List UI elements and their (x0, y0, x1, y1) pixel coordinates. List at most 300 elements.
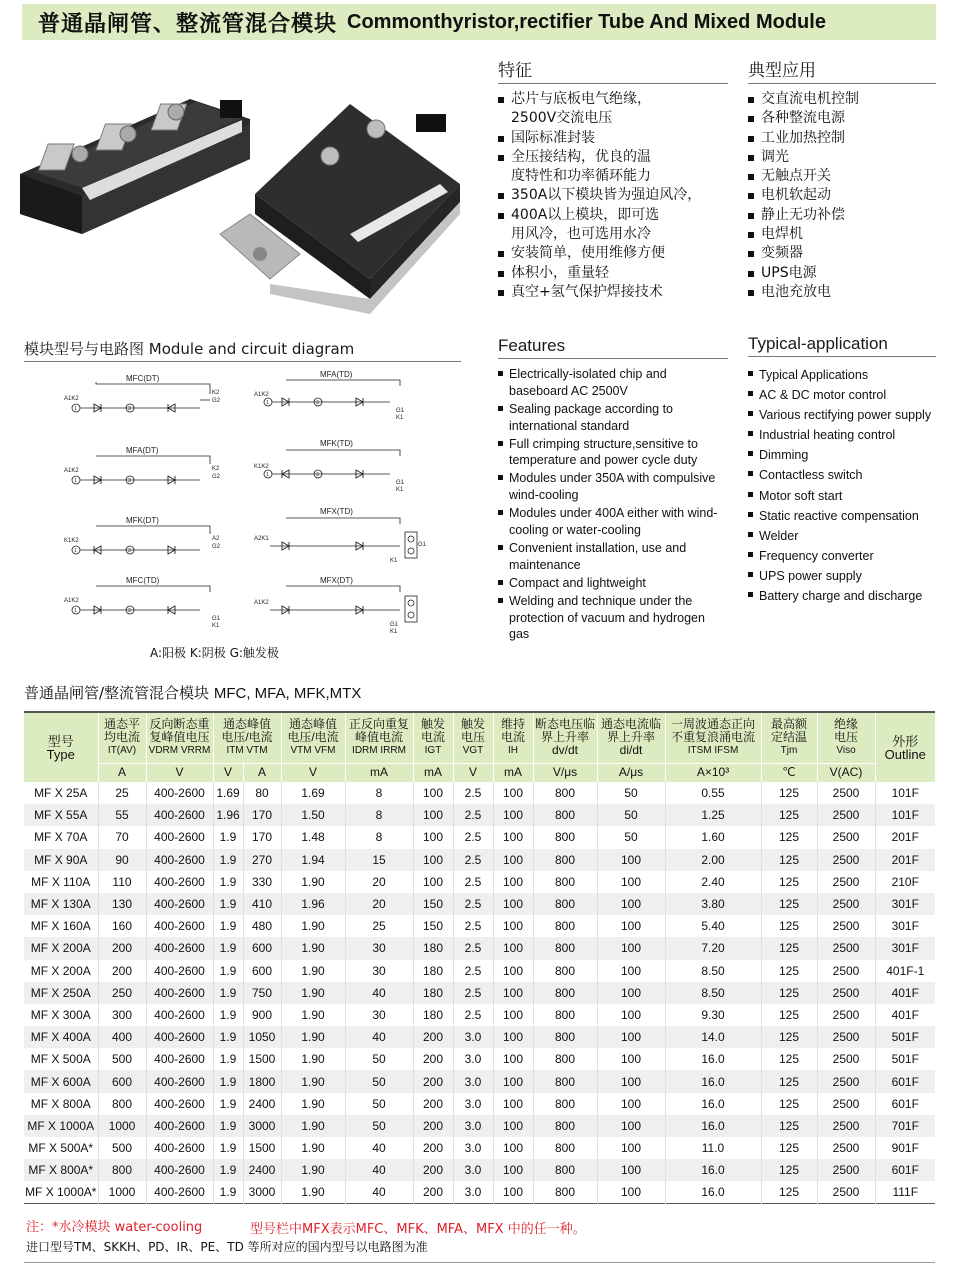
value-cell: 1.9 (213, 1048, 243, 1070)
value-cell: 2500 (817, 1093, 875, 1115)
value-cell: 16.0 (665, 1048, 761, 1070)
value-cell: 101F (875, 804, 935, 826)
value-cell: 400-2600 (146, 849, 213, 871)
features-en-item: Modules under 400A either with wind-cooling or water-cooling (498, 505, 720, 538)
value-cell: 201F (875, 849, 935, 871)
value-cell: 800 (533, 849, 597, 871)
value-cell: 800 (98, 1159, 146, 1181)
table-row (24, 915, 935, 937)
applications-en-item: Industrial heating control (748, 426, 938, 445)
spec-table (24, 711, 935, 1204)
value-cell: 200 (413, 1048, 453, 1070)
unit-cell: mA (345, 763, 413, 782)
table-row (24, 960, 935, 982)
table-row (24, 1026, 935, 1048)
value-cell: 11.0 (665, 1137, 761, 1159)
svg-text:3: 3 (128, 406, 131, 412)
value-cell: 1.90 (281, 1070, 345, 1092)
value-cell: 160 (98, 915, 146, 937)
value-cell: 3.80 (665, 893, 761, 915)
unit-cell: V (453, 763, 493, 782)
value-cell: 330 (243, 871, 281, 893)
value-cell: 400 (98, 1026, 146, 1048)
features-en-item: Convenient installation, use and maintenance (498, 540, 720, 573)
value-cell: 301F (875, 937, 935, 959)
circuit-terminal: G1 (212, 616, 221, 622)
value-cell: 8 (345, 804, 413, 826)
model-cell: MF X 70A (24, 826, 98, 848)
value-cell: 701F (875, 1115, 935, 1137)
features-cn-line: 安装简单，使用维修方便 (498, 244, 728, 263)
value-cell: 1.96 (281, 893, 345, 915)
col-header-vtm: 通态峰值 电压/电流 VTM VFM (281, 712, 345, 763)
value-cell: 400-2600 (146, 1070, 213, 1092)
value-cell: 250 (98, 982, 146, 1004)
value-cell: 180 (413, 1004, 453, 1026)
value-cell: 100 (493, 915, 533, 937)
table-title (24, 682, 361, 703)
value-cell: 2400 (243, 1159, 281, 1181)
value-cell: 1050 (243, 1026, 281, 1048)
value-cell: 125 (761, 782, 817, 804)
value-cell: 480 (243, 915, 281, 937)
model-cell: MF X 25A (24, 782, 98, 804)
value-cell: 1800 (243, 1070, 281, 1092)
value-cell: 400-2600 (146, 1115, 213, 1137)
table-row (24, 982, 935, 1004)
model-cell: MF X 500A* (24, 1137, 98, 1159)
value-cell: 400-2600 (146, 1048, 213, 1070)
value-cell: 800 (533, 982, 597, 1004)
model-cell: MF X 160A (24, 915, 98, 937)
table-row (24, 1159, 935, 1181)
note-mfx-meaning: 型号栏中MFX表示MFC、MFK、MFA、MFX 中的任一种。 (250, 1222, 586, 1237)
value-cell: 600 (98, 1070, 146, 1092)
features-cn-list (498, 90, 728, 302)
features-cn-line: 度特性和功率循环能力 (511, 168, 651, 185)
value-cell: 8 (345, 826, 413, 848)
table-row (24, 1070, 935, 1092)
value-cell: 400-2600 (146, 937, 213, 959)
circuit-mfk-td (254, 439, 405, 493)
circuit-terminal: K2 (212, 390, 220, 396)
value-cell: 100 (597, 893, 665, 915)
value-cell: 100 (413, 871, 453, 893)
circuit-terminal: K2 (212, 466, 220, 472)
value-cell: 400-2600 (146, 893, 213, 915)
model-cell: MF X 800A (24, 1093, 98, 1115)
value-cell: 100 (413, 782, 453, 804)
value-cell: 600 (243, 960, 281, 982)
value-cell: 2.5 (453, 871, 493, 893)
value-cell: 125 (761, 826, 817, 848)
value-cell: 1.48 (281, 826, 345, 848)
value-cell: 2.00 (665, 849, 761, 871)
model-cell: MF X 600A (24, 1070, 98, 1092)
value-cell: 301F (875, 893, 935, 915)
table-title-cn: 普通晶闸管/整流管混合模块 (24, 684, 210, 702)
applications-en-item: Frequency converter (748, 547, 938, 566)
value-cell: 601F (875, 1159, 935, 1181)
unit-cell: V(AC) (817, 763, 875, 782)
value-cell: 100 (493, 1070, 533, 1092)
value-cell: 100 (597, 1004, 665, 1026)
value-cell: 50 (345, 1048, 413, 1070)
applications-cn-list (748, 90, 936, 302)
value-cell: 30 (345, 1004, 413, 1026)
circuit-label: MFC(DT) (126, 374, 160, 383)
value-cell: 1.9 (213, 982, 243, 1004)
circuit-terminal: A1K2 (64, 598, 79, 604)
value-cell: 400-2600 (146, 782, 213, 804)
value-cell: 1.9 (213, 1159, 243, 1181)
value-cell: 100 (413, 849, 453, 871)
model-cell: MF X 500A (24, 1048, 98, 1070)
circuit-mfc-dt (64, 374, 221, 412)
value-cell: 100 (493, 826, 533, 848)
unit-cell: mA (493, 763, 533, 782)
table-row (24, 782, 935, 804)
value-cell: 8.50 (665, 960, 761, 982)
applications-en-item: Battery charge and discharge (748, 587, 938, 606)
value-cell: 100 (597, 849, 665, 871)
circuit-label: MFX(TD) (320, 507, 353, 516)
value-cell: 1.9 (213, 1137, 243, 1159)
value-cell: 125 (761, 937, 817, 959)
circuit-terminal: G1 (418, 542, 427, 548)
page-title-en: Commonthyristor,rectifier Tube And Mixed Module (347, 10, 826, 33)
value-cell: 14.0 (665, 1026, 761, 1048)
value-cell: 50 (597, 826, 665, 848)
value-cell: 100 (493, 1026, 533, 1048)
value-cell: 100 (493, 1093, 533, 1115)
col-header-igt: 触发 电流 IGT (413, 712, 453, 763)
value-cell: 125 (761, 915, 817, 937)
value-cell: 1.69 (281, 782, 345, 804)
value-cell: 400-2600 (146, 1159, 213, 1181)
note-import-models: 进口型号TM、SKKH、PD、IR、PE、TD 等所对应的国内型号以电路图为准 (26, 1240, 428, 1254)
value-cell: 750 (243, 982, 281, 1004)
circuit-mfa-dt (64, 446, 221, 484)
col-header-itm: 通态峰值 电压/电流 ITM VTM (213, 712, 281, 763)
value-cell: 100 (493, 1159, 533, 1181)
circuit-label: MFX(DT) (320, 576, 353, 585)
col-header-vdrm: 反向断态重 复峰值电压 VDRM VRRM (146, 712, 213, 763)
circuit-terminal: A2K1 (254, 536, 269, 542)
applications-en-item: Welder (748, 527, 938, 546)
value-cell: 200 (413, 1159, 453, 1181)
applications-en-item: AC & DC motor control (748, 386, 938, 405)
value-cell: 2.5 (453, 849, 493, 871)
applications-en-item: Contactless switch (748, 466, 938, 485)
value-cell: 125 (761, 1070, 817, 1092)
value-cell: 1.9 (213, 1004, 243, 1026)
value-cell: 800 (533, 1159, 597, 1181)
value-cell: 400-2600 (146, 1026, 213, 1048)
value-cell: 1.9 (213, 849, 243, 871)
value-cell: 800 (533, 1137, 597, 1159)
table-row (24, 1181, 935, 1203)
circuit-terminal: A1K2 (254, 600, 269, 606)
unit-cell: A×10³ (665, 763, 761, 782)
product-photo (20, 84, 480, 324)
value-cell: 401F (875, 1004, 935, 1026)
value-cell: 1.90 (281, 1181, 345, 1203)
value-cell: 125 (761, 1093, 817, 1115)
value-cell: 800 (533, 960, 597, 982)
value-cell: 130 (98, 893, 146, 915)
value-cell: 40 (345, 1181, 413, 1203)
value-cell: 800 (533, 1115, 597, 1137)
col-header-itsm: 一周波通态正向 不重复浪涌电流 ITSM IFSM (665, 712, 761, 763)
col-header-didt: 通态电流临 界上升率 di/dt (597, 712, 665, 763)
value-cell: 180 (413, 960, 453, 982)
value-cell: 200 (98, 960, 146, 982)
value-cell: 3.0 (453, 1093, 493, 1115)
features-en-item: Modules under 350A with compulsive wind-cooling (498, 470, 720, 503)
value-cell: 1.9 (213, 826, 243, 848)
value-cell: 400-2600 (146, 1137, 213, 1159)
value-cell: 3.0 (453, 1115, 493, 1137)
applications-cn-item: 电池充放电 (748, 283, 936, 302)
value-cell: 16.0 (665, 1093, 761, 1115)
value-cell: 100 (493, 1137, 533, 1159)
circuit-terminal: K1 (390, 629, 398, 635)
value-cell: 3000 (243, 1181, 281, 1203)
unit-cell: ℃ (761, 763, 817, 782)
applications-cn-item: UPS电源 (748, 264, 936, 283)
value-cell: 1.50 (281, 804, 345, 826)
value-cell: 1.9 (213, 893, 243, 915)
value-cell: 800 (533, 804, 597, 826)
unit-cell: A (98, 763, 146, 782)
unit-cell: A (243, 763, 281, 782)
value-cell: 400-2600 (146, 915, 213, 937)
value-cell: 2.5 (453, 804, 493, 826)
value-cell: 1.60 (665, 826, 761, 848)
features-en-item: Sealing package according to international standard (498, 401, 720, 434)
value-cell: 2.40 (665, 871, 761, 893)
value-cell: 5.40 (665, 915, 761, 937)
value-cell: 410 (243, 893, 281, 915)
svg-text:3: 3 (316, 400, 319, 406)
value-cell: 2500 (817, 960, 875, 982)
value-cell: 300 (98, 1004, 146, 1026)
value-cell: 601F (875, 1070, 935, 1092)
applications-en-item: Various rectifying power supply (748, 406, 938, 425)
unit-cell: V (146, 763, 213, 782)
value-cell: 100 (597, 1137, 665, 1159)
col-header-outline: 外形 Outline (875, 712, 935, 782)
value-cell: 3000 (243, 1115, 281, 1137)
model-cell: MF X 400A (24, 1026, 98, 1048)
value-cell: 40 (345, 1137, 413, 1159)
model-cell: MF X 1000A* (24, 1181, 98, 1203)
svg-text:1: 1 (266, 400, 269, 406)
value-cell: 100 (493, 1048, 533, 1070)
circuit-terminal: G1 (396, 480, 405, 486)
value-cell: 800 (533, 1048, 597, 1070)
bottom-divider (24, 1262, 935, 1263)
value-cell: 100 (493, 1181, 533, 1203)
unit-cell: V (213, 763, 243, 782)
table-row (24, 1093, 935, 1115)
value-cell: 30 (345, 937, 413, 959)
circuit-terminal: A2 (212, 536, 220, 542)
features-cn-line: 真空+氢气保护焊接技术 (498, 283, 728, 302)
value-cell: 170 (243, 804, 281, 826)
value-cell: 210F (875, 871, 935, 893)
circuit-mfx-dt (254, 576, 417, 635)
value-cell: 100 (493, 960, 533, 982)
value-cell: 800 (533, 1070, 597, 1092)
value-cell: 50 (345, 1115, 413, 1137)
svg-text:3: 3 (128, 608, 131, 614)
model-cell: MF X 300A (24, 1004, 98, 1026)
value-cell: 2.5 (453, 782, 493, 804)
value-cell: 2.5 (453, 1004, 493, 1026)
page-title-cn: 普通晶闸管、整流管混合模块 (38, 11, 338, 37)
features-cn-line: 国际标准封装 (498, 129, 728, 148)
value-cell: 1.9 (213, 1181, 243, 1203)
value-cell: 1500 (243, 1048, 281, 1070)
value-cell: 200 (413, 1115, 453, 1137)
circuit-terminal: A1K2 (64, 468, 79, 474)
value-cell: 400-2600 (146, 804, 213, 826)
value-cell: 100 (493, 937, 533, 959)
col-header-idrm: 正反向重复 峰值电流 IDRM IRRM (345, 712, 413, 763)
value-cell: 2500 (817, 1070, 875, 1092)
value-cell: 100 (493, 1004, 533, 1026)
value-cell: 125 (761, 1004, 817, 1026)
circuit-terminal: K1K2 (64, 538, 79, 544)
value-cell: 125 (761, 804, 817, 826)
value-cell: 401F (875, 982, 935, 1004)
features-en-item: Electrically-isolated chip and baseboard AC 2500V (498, 366, 720, 399)
circuit-label: MFA(TD) (320, 370, 353, 379)
value-cell: 200 (413, 1093, 453, 1115)
col-header-viso: 绝缘 电压 Viso (817, 712, 875, 763)
value-cell: 800 (533, 826, 597, 848)
value-cell: 1.9 (213, 1115, 243, 1137)
applications-cn-item: 变频器 (748, 244, 936, 263)
value-cell: 501F (875, 1026, 935, 1048)
value-cell: 25 (98, 782, 146, 804)
value-cell: 100 (597, 1115, 665, 1137)
value-cell: 2500 (817, 1159, 875, 1181)
value-cell: 125 (761, 1115, 817, 1137)
circuit-terminal: A1K2 (254, 392, 269, 398)
value-cell: 1.90 (281, 1048, 345, 1070)
value-cell: 2500 (817, 1026, 875, 1048)
value-cell: 1000 (98, 1115, 146, 1137)
value-cell: 401F-1 (875, 960, 935, 982)
value-cell: 100 (493, 849, 533, 871)
model-cell: MF X 55A (24, 804, 98, 826)
svg-text:3: 3 (316, 472, 319, 478)
value-cell: 30 (345, 960, 413, 982)
value-cell: 125 (761, 871, 817, 893)
value-cell: 9.30 (665, 1004, 761, 1026)
features-en-item: Welding and technique under the protection of vacuum and hydrogen gas (498, 593, 720, 643)
value-cell: 301F (875, 915, 935, 937)
model-cell: MF X 110A (24, 871, 98, 893)
value-cell: 3.0 (453, 1070, 493, 1092)
value-cell: 1.9 (213, 1026, 243, 1048)
circuit-heading: 模块型号与电路图 Module and circuit diagram (24, 338, 461, 362)
circuit-mfk-dt (64, 516, 221, 554)
value-cell: 1.69 (213, 782, 243, 804)
module-left-image (20, 99, 250, 234)
value-cell: 270 (243, 849, 281, 871)
value-cell: 1.9 (213, 960, 243, 982)
value-cell: 50 (345, 1093, 413, 1115)
circuit-terminal: G2 (212, 474, 221, 480)
value-cell: 100 (597, 1026, 665, 1048)
table-row (24, 826, 935, 848)
value-cell: 2500 (817, 982, 875, 1004)
value-cell: 800 (533, 893, 597, 915)
circuit-mfc-td (64, 576, 221, 629)
table-row (24, 1115, 935, 1137)
applications-en-item: Motor soft start (748, 487, 938, 506)
value-cell: 800 (533, 915, 597, 937)
svg-text:1: 1 (74, 478, 77, 484)
value-cell: 2500 (817, 782, 875, 804)
value-cell: 600 (243, 937, 281, 959)
value-cell: 2.5 (453, 982, 493, 1004)
value-cell: 1.9 (213, 871, 243, 893)
value-cell: 200 (413, 1026, 453, 1048)
value-cell: 111F (875, 1181, 935, 1203)
value-cell: 125 (761, 1159, 817, 1181)
value-cell: 501F (875, 1048, 935, 1070)
value-cell: 125 (761, 849, 817, 871)
value-cell: 0.55 (665, 782, 761, 804)
value-cell: 2500 (817, 849, 875, 871)
applications-cn-item: 无触点开关 (748, 167, 936, 186)
features-cn-line: 2500V交流电压 (511, 110, 613, 127)
features-cn-line: 全压接结构，优良的温 (498, 148, 728, 167)
circuit-label: MFK(DT) (126, 516, 159, 525)
value-cell: 1.9 (213, 937, 243, 959)
col-header-vgt: 触发 电压 VGT (453, 712, 493, 763)
value-cell: 601F (875, 1093, 935, 1115)
table-row (24, 893, 935, 915)
value-cell: 1.25 (665, 804, 761, 826)
model-cell: MF X 90A (24, 849, 98, 871)
model-cell: MF X 200A (24, 960, 98, 982)
value-cell: 2.5 (453, 960, 493, 982)
value-cell: 125 (761, 1026, 817, 1048)
model-cell: MF X 130A (24, 893, 98, 915)
value-cell: 100 (597, 1093, 665, 1115)
value-cell: 400-2600 (146, 960, 213, 982)
value-cell: 1.90 (281, 960, 345, 982)
value-cell: 100 (597, 960, 665, 982)
value-cell: 400-2600 (146, 982, 213, 1004)
circuit-diagrams (60, 370, 440, 640)
table-title-en: MFC, MFA, MFK,MTX (213, 685, 362, 702)
value-cell: 2400 (243, 1093, 281, 1115)
circuit-mfa-td (254, 370, 405, 421)
value-cell: 800 (98, 1093, 146, 1115)
value-cell: 1.90 (281, 915, 345, 937)
applications-en-item: Typical Applications (748, 366, 938, 385)
circuit-terminal: A1K2 (64, 396, 79, 402)
value-cell: 50 (597, 782, 665, 804)
value-cell: 180 (413, 982, 453, 1004)
